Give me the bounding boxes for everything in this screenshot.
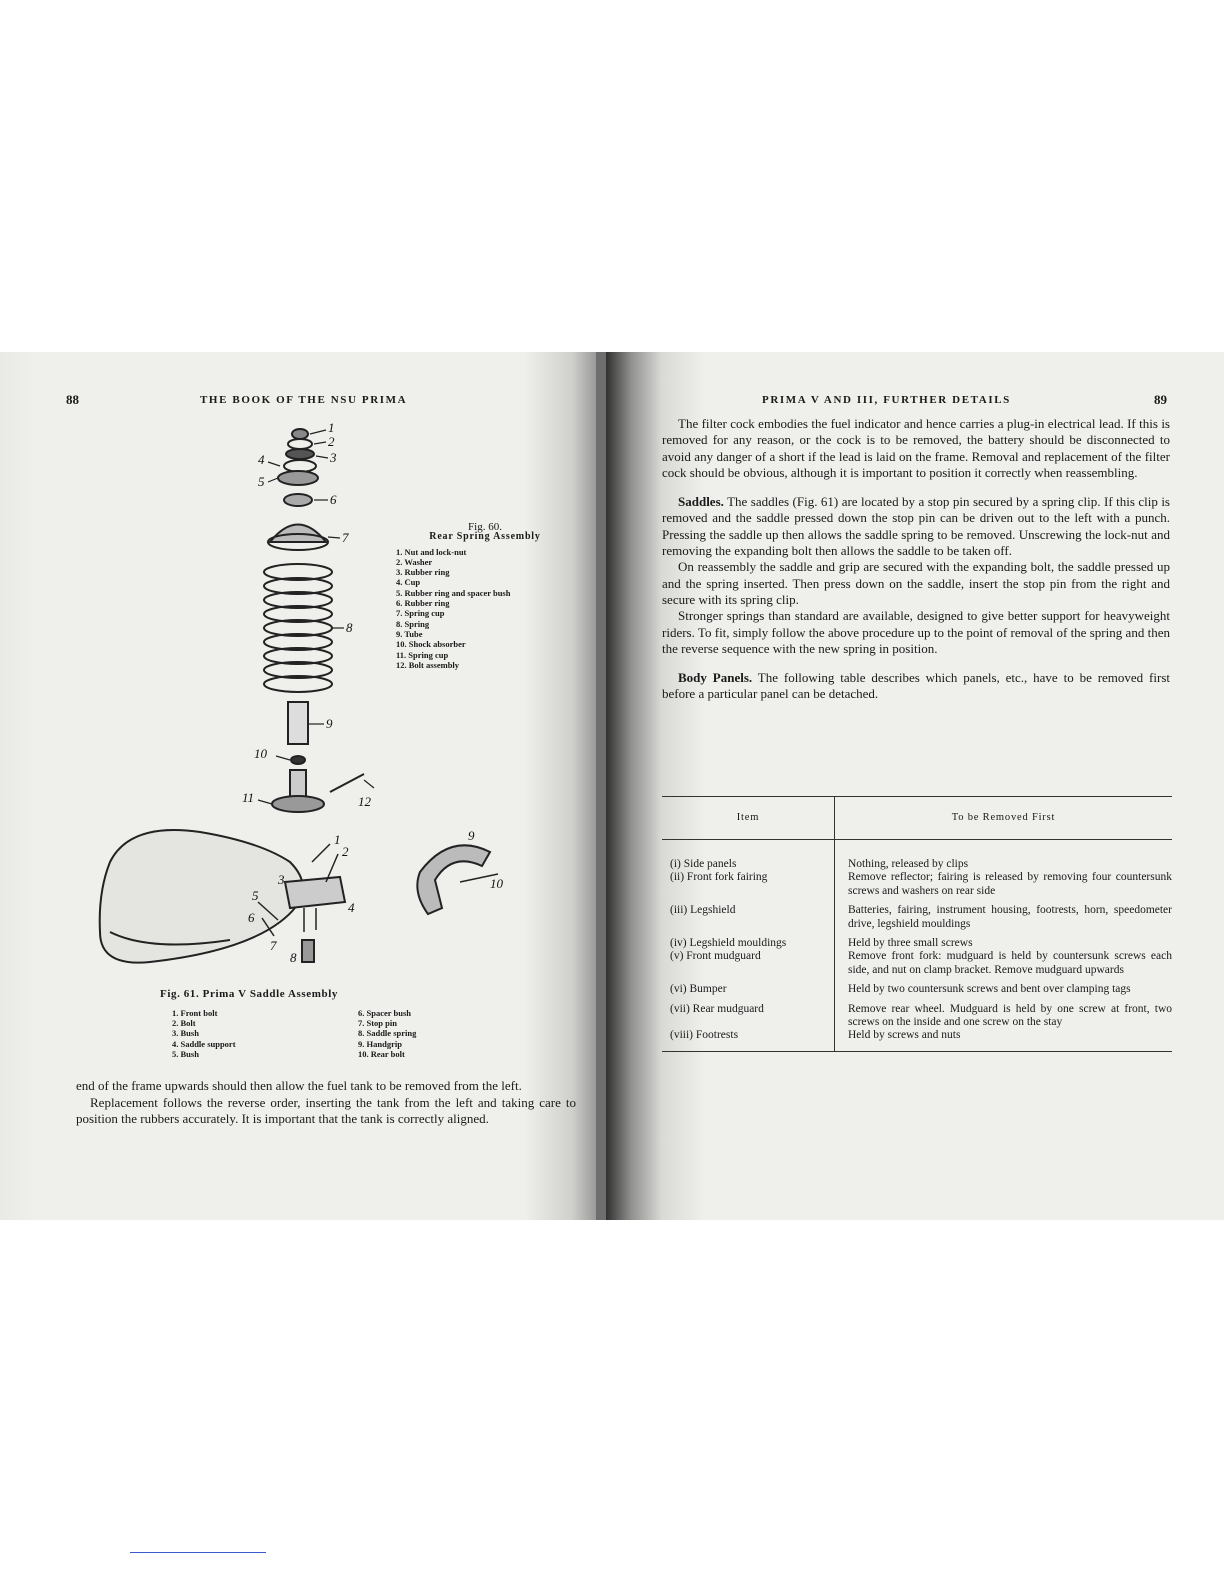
body-panels-table: [662, 796, 1172, 1052]
fig-60-caption: Fig. 60.: [468, 521, 502, 533]
table-cell-item: (iv) Legshield mouldings: [670, 937, 787, 950]
footnote-rule: [130, 1552, 266, 1553]
callout-label: 10: [254, 746, 267, 761]
body-panels-paragraph: [662, 670, 1170, 703]
saddles-heading: Saddles.: [678, 494, 724, 510]
callout-label: 4: [258, 452, 265, 467]
table-cell-item: (ii) Front fork fairing: [670, 871, 768, 884]
table-row: [662, 1029, 1172, 1042]
table-body: [662, 840, 1172, 1052]
callout-label: 1: [334, 832, 341, 847]
fig-60-subtitle: Rear Spring Assembly: [429, 531, 541, 543]
table-row: [662, 983, 1172, 996]
legend-item: 7. Spring cup: [396, 608, 445, 619]
table-cell-item: (v) Front mudguard: [670, 950, 761, 963]
legend-item: 2. Washer: [396, 556, 433, 567]
legend-item: 11. Spring cup: [396, 649, 449, 660]
table-cell-item: (vii) Rear mudguard: [670, 1002, 764, 1015]
callout-label: 8: [346, 620, 353, 635]
book-scan: [0, 352, 1224, 1220]
legend-item: 3. Rubber ring: [396, 567, 450, 578]
callout-label: 3: [278, 872, 285, 887]
saddles-paragraph: [662, 494, 1170, 559]
right-page: [606, 352, 1224, 1220]
legend-item: 4. Saddle support: [172, 1038, 236, 1049]
table-cell-item: (viii) Footrests: [670, 1029, 739, 1042]
legend-item: 1. Nut and lock-nut: [396, 546, 467, 557]
table-row: [662, 858, 1172, 871]
header-removed-first: To be Removed First: [951, 812, 1056, 824]
table-row: [662, 904, 1172, 931]
table-cell-removed: Nothing, released by clips: [848, 858, 969, 870]
legend-item: 4. Cup: [396, 577, 421, 588]
callout-label: 2: [328, 434, 335, 449]
callout-label: 6: [330, 492, 337, 507]
table-cell-item: (vi) Bumper: [670, 983, 727, 996]
legend-item: 10. Shock absorber: [396, 639, 466, 650]
table-header: [662, 797, 1172, 840]
table-cell-removed: Held by three small screws: [848, 937, 973, 950]
callout-label: 5: [252, 888, 259, 903]
table-cell-removed: Remove front fork: mudguard is held by countersunk screws each side, and nut on clamp bracket. Remove mudguard upwards: [848, 950, 1172, 976]
legend-item: 6. Rubber ring: [396, 598, 450, 609]
legend-item: 3. Bush: [172, 1028, 199, 1039]
body-panels-heading: Body Panels.: [678, 670, 753, 686]
table-row: [662, 937, 1172, 950]
page-number-left: 88: [66, 392, 79, 407]
callout-label: 4: [348, 900, 355, 915]
callout-label: 10: [490, 876, 503, 891]
callout-label: 5: [258, 474, 265, 489]
callout-label: 9: [326, 716, 333, 731]
legend-item: 9. Tube: [396, 628, 423, 639]
running-head-left: THE BOOK OF THE NSU PRIMA: [200, 394, 408, 406]
callout-label: 12: [358, 794, 371, 809]
legend-item: 5. Bush: [172, 1048, 199, 1059]
table-cell-item: (iii) Legshield: [670, 904, 736, 917]
callout-label: 8: [290, 950, 297, 965]
running-head-right: PRIMA V AND III, FURTHER DETAILS: [762, 394, 1011, 406]
table-cell-removed: Remove reflector; fairing is released by removing four countersunk screws and washers on rear side: [848, 871, 1172, 897]
body-panels-text: The following table describes which panels, etc., have to be removed first before a particular panel can be detached.: [662, 670, 1170, 702]
legend-item: 1. Front bolt: [172, 1008, 218, 1018]
legend-item: 8. Saddle spring: [358, 1028, 417, 1039]
table-cell-removed: Held by screws and nuts: [848, 1029, 961, 1042]
table-cell-removed: Remove rear wheel. Mudguard is held by one screw at front, two screws on the inside and one screw on the stay: [848, 1002, 1172, 1029]
saddles-text: The saddles (Fig. 61) are located by a stop pin secured by a spring clip. If this clip is removed and the saddle pressed down the stop pin can be driven out to the left with a punch. Pressing the saddle up then allows the saddle spring to be removed. Unscrewing the lock-nut and removing the expanding bolt then allows the saddle to be taken off.: [662, 494, 1170, 559]
legend-item: 7. Stop pin: [358, 1018, 397, 1029]
page-number-right: 89: [1154, 392, 1167, 407]
fig-61-caption: Fig. 61. Prima V Saddle Assembly: [160, 988, 339, 1000]
legend-item: 2. Bolt: [172, 1018, 196, 1029]
legend-item: 12. Bolt assembly: [396, 659, 460, 670]
body-paragraph: end of the frame upwards should then allow the fuel tank to be removed from the left.: [76, 1078, 522, 1093]
legend-item: 9. Handgrip: [358, 1038, 402, 1049]
left-page: [0, 352, 596, 1220]
legend-item: 6. Spacer bush: [358, 1008, 411, 1018]
legend-item: 8. Spring: [396, 618, 430, 629]
table-column-divider: [834, 840, 835, 1051]
right-body-text: [662, 416, 1170, 703]
callout-label: 11: [242, 790, 255, 805]
body-paragraph: Replacement follows the reverse order, inserting the tank from the left and taking care to position the rubbers accurately. It is important that the tank is correctly aligned.: [76, 1094, 576, 1127]
table-cell-removed: Batteries, fairing, instrument housing, footrests, horn, speedometer drive, legshield mouldings: [848, 904, 1172, 930]
body-paragraph: On reassembly the saddle and grip are secured with the expanding bolt, the saddle pressed up and the spring inserted. Then press down on the saddle, insert the stop pin from the right and secure with its spring clip.: [662, 559, 1170, 607]
rear-spring-assembly-illustration: [240, 412, 380, 832]
callout-label: 7: [270, 938, 277, 953]
fig-60-legend: [390, 522, 580, 670]
callout-label: 2: [342, 844, 349, 859]
table-row: [662, 871, 1172, 898]
callout-label: 3: [330, 450, 337, 465]
header-item: Item: [662, 797, 835, 839]
callout-label: 9: [468, 828, 475, 843]
callout-label: 1: [328, 420, 335, 435]
table-cell-removed: Held by two countersunk screws and bent over clamping tags: [848, 983, 1131, 996]
left-body-text: [76, 1078, 576, 1128]
table-cell-item: (i) Side panels: [670, 858, 737, 870]
table-row: [662, 1003, 1172, 1030]
legend-item: 5. Rubber ring and spacer bush: [396, 587, 511, 598]
callout-label: 6: [248, 910, 255, 925]
body-paragraph: The filter cock embodies the fuel indicator and hence carries a plug-in electrical lead. If this is removed for any reason, or the cock is to be removed, the battery should be disconnected to avoid any danger of a short if the lead is laid on the frame. Removal and replacement of the filter cock should be obvious, although it is important to position it correctly when reassembling.: [662, 416, 1170, 480]
saddle-assembly-illustration: [90, 822, 540, 982]
body-paragraph: Stronger springs than standard are available, designed to give better support for heavyweight riders. To fit, simply follow the above procedure up to the point of removal of the spring and then the reverse sequence with the new spring in position.: [662, 608, 1170, 656]
table-row: [662, 950, 1172, 977]
callout-label: 7: [342, 530, 349, 545]
legend-item: 10. Rear bolt: [358, 1048, 405, 1059]
